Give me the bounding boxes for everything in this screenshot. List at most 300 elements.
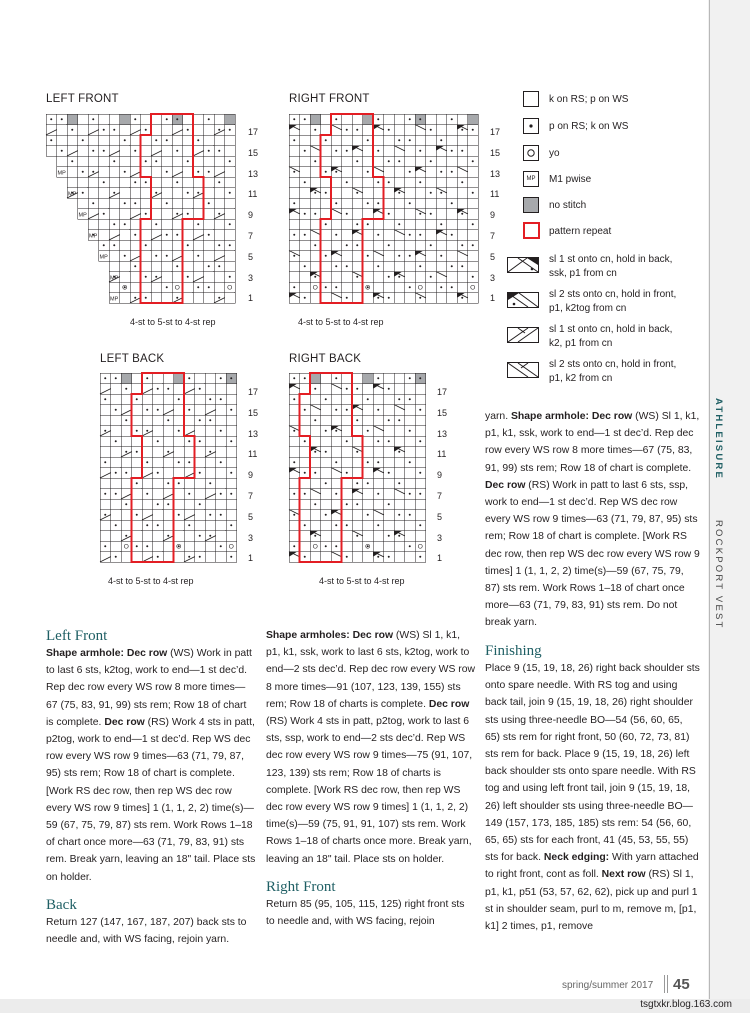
chart-cell xyxy=(373,272,384,283)
purl-dot xyxy=(314,388,316,390)
chart-cell xyxy=(142,436,153,447)
purl-dot xyxy=(229,244,231,246)
purl-dot xyxy=(230,524,232,526)
purl-dot xyxy=(176,297,178,299)
purl-dot xyxy=(146,430,148,432)
chart-cell xyxy=(204,156,215,167)
chart-cell xyxy=(321,146,332,157)
chart-cell xyxy=(100,520,111,531)
chart-cell xyxy=(300,394,311,405)
purl-dot xyxy=(92,118,94,120)
purl-dot xyxy=(377,181,379,183)
chart-cell xyxy=(120,261,131,272)
legend-cable-2 xyxy=(549,288,676,316)
legend-cable-3-line1: sl 1 st onto cn, hold in back, xyxy=(549,324,673,335)
purl-dot xyxy=(440,171,442,173)
chart-cell xyxy=(57,156,68,167)
purl-dot xyxy=(209,482,211,484)
back-armhole-run: Dec row xyxy=(428,698,470,710)
chart-cell xyxy=(300,272,311,283)
chart-cell xyxy=(415,499,426,510)
chart-cell xyxy=(141,261,152,272)
side-divider xyxy=(709,0,710,1000)
purl-dot xyxy=(461,244,463,246)
purl-dot xyxy=(176,213,178,215)
chart-cell xyxy=(205,373,216,384)
chart-cell xyxy=(363,272,374,283)
purl-dot xyxy=(377,118,379,120)
chart-cell xyxy=(457,282,468,293)
chart-cell xyxy=(195,541,206,552)
chart-cell xyxy=(193,177,204,188)
chart-cell xyxy=(111,499,122,510)
chart-cell xyxy=(352,426,363,437)
legend-cable-2-line2: p1, k2tog from cn xyxy=(549,303,627,314)
chart-cell xyxy=(321,293,332,304)
purl-dot xyxy=(157,524,159,526)
purl-dot xyxy=(314,213,316,215)
chart-cell xyxy=(384,405,395,416)
chart-cell xyxy=(342,447,353,458)
purl-dot xyxy=(220,514,222,516)
right-top-column xyxy=(485,408,700,632)
purl-dot xyxy=(377,377,379,379)
purl-dot xyxy=(136,514,138,516)
row-number: 7 xyxy=(248,491,254,501)
chart-cell xyxy=(394,167,405,178)
chart-cell xyxy=(468,293,479,304)
chart-cell xyxy=(216,552,227,563)
purl-dot xyxy=(346,244,348,246)
chart-cell xyxy=(321,261,332,272)
cable-right-purl-icon xyxy=(507,257,539,273)
chart-cell xyxy=(57,135,68,146)
purl-dot xyxy=(293,118,295,120)
chart-cell xyxy=(394,209,405,220)
chart-cell xyxy=(321,436,332,447)
chart-cell xyxy=(310,282,321,293)
chart-cell xyxy=(405,468,416,479)
row-number: 1 xyxy=(437,553,443,564)
purl-dot xyxy=(187,244,189,246)
row-number: 9 xyxy=(248,470,254,481)
chart-cell xyxy=(363,384,374,395)
chart-cell xyxy=(426,293,437,304)
chart-cell xyxy=(109,251,120,262)
chart-cell xyxy=(289,447,300,458)
chart-cell xyxy=(363,125,374,136)
chart-cell xyxy=(141,230,152,241)
chart-cell xyxy=(172,219,183,230)
chart-cell xyxy=(120,177,131,188)
purl-dot xyxy=(134,234,136,236)
chart-cell xyxy=(373,499,384,510)
purl-dot xyxy=(103,213,105,215)
chart-cell xyxy=(289,478,300,489)
chart-cell xyxy=(151,293,162,304)
right-front-chart xyxy=(289,114,479,306)
chart-cell xyxy=(447,251,458,262)
purl-dot xyxy=(104,545,106,547)
purl-dot xyxy=(230,440,232,442)
chart-cell xyxy=(163,541,174,552)
chart-cell xyxy=(394,552,405,563)
chart-cell xyxy=(426,198,437,209)
chart-cell xyxy=(331,394,342,405)
purl-dot xyxy=(209,419,211,421)
chart-cell xyxy=(436,261,447,272)
chart-cell xyxy=(447,219,458,230)
purl-dot xyxy=(92,150,94,152)
purl-dot xyxy=(419,472,421,474)
chart-cell xyxy=(384,373,395,384)
back-armhole-text xyxy=(266,627,476,868)
chart-cell xyxy=(193,156,204,167)
chart-cell xyxy=(225,114,236,125)
chart-cell xyxy=(447,156,458,167)
chart-cell xyxy=(321,114,332,125)
chart-cell xyxy=(174,373,185,384)
purl-dot xyxy=(377,265,379,267)
chart-cell xyxy=(415,531,426,542)
chart-cell xyxy=(405,219,416,230)
purl-dot xyxy=(472,244,474,246)
purl-dot xyxy=(314,160,316,162)
chart-cell xyxy=(225,167,236,178)
purl-dot xyxy=(155,139,157,141)
purl-dot xyxy=(377,440,379,442)
chart-cell xyxy=(163,426,174,437)
row-number: 3 xyxy=(248,272,254,283)
chart-cell xyxy=(352,552,363,563)
chart-cell xyxy=(120,272,131,283)
purl-dot xyxy=(409,514,411,516)
purl-dot xyxy=(199,556,201,558)
chart-cell xyxy=(300,415,311,426)
purl-dot xyxy=(419,524,421,526)
chart-cell xyxy=(162,209,173,220)
chart-cell xyxy=(342,457,353,468)
chart-cell xyxy=(141,198,152,209)
purl-dot xyxy=(472,276,474,278)
purl-dot xyxy=(157,409,159,411)
chart-cell xyxy=(300,426,311,437)
chart-cell xyxy=(111,415,122,426)
chart-cell xyxy=(457,251,468,262)
chart-cell xyxy=(405,156,416,167)
chart-cell xyxy=(151,209,162,220)
chart-cell xyxy=(111,447,122,458)
chart-cell xyxy=(214,272,225,283)
mp-square-icon: MP xyxy=(523,171,539,187)
chart-cell xyxy=(163,394,174,405)
chart-cell xyxy=(226,541,237,552)
chart-cell xyxy=(120,114,131,125)
chart-cell xyxy=(289,531,300,542)
chart-cell xyxy=(352,293,363,304)
chart-cell xyxy=(342,531,353,542)
purl-dot xyxy=(346,150,348,152)
chart-cell xyxy=(436,293,447,304)
purl-dot xyxy=(419,181,421,183)
purl-dot xyxy=(115,493,117,495)
purl-dot xyxy=(199,440,201,442)
chart-cell xyxy=(468,146,479,157)
chart-cell xyxy=(163,436,174,447)
purl-dot xyxy=(136,482,138,484)
purl-dot xyxy=(209,451,211,453)
chart-cell xyxy=(109,135,120,146)
purl-dot xyxy=(367,139,369,141)
chart-cell xyxy=(310,405,321,416)
chart-cell xyxy=(205,541,216,552)
chart-cell xyxy=(447,240,458,251)
chart-cell xyxy=(120,293,131,304)
purl-dot xyxy=(398,535,400,537)
chart-cell xyxy=(352,457,363,468)
chart-cell xyxy=(310,293,321,304)
chart-cell xyxy=(373,447,384,458)
chart-cell xyxy=(121,394,132,405)
purl-dot xyxy=(440,286,442,288)
chart-cell xyxy=(153,489,164,500)
purl-dot xyxy=(356,129,358,131)
chart-cell xyxy=(204,188,215,199)
purl-dot xyxy=(346,181,348,183)
chart-cell xyxy=(205,384,216,395)
chart-cell xyxy=(373,394,384,405)
purl-dot xyxy=(304,524,306,526)
purl-dot xyxy=(293,286,295,288)
purl-dot xyxy=(388,556,390,558)
rep-label-left-back: 4-st to 5-st to 4-st rep xyxy=(108,576,194,586)
purl-dot xyxy=(146,545,148,547)
purl-dot xyxy=(451,286,453,288)
chart-cell xyxy=(121,478,132,489)
chart-cell xyxy=(426,219,437,230)
chart-cell xyxy=(88,219,99,230)
chart-cell xyxy=(363,156,374,167)
chart-cell xyxy=(373,531,384,542)
chart-cell xyxy=(300,167,311,178)
purl-dot xyxy=(377,524,379,526)
purl-dot xyxy=(197,171,199,173)
row-number: 15 xyxy=(437,407,448,418)
purl-dot xyxy=(314,503,316,505)
row-number: 3 xyxy=(248,532,254,543)
purl-dot xyxy=(398,276,400,278)
chart-cell xyxy=(130,272,141,283)
chart-cell xyxy=(132,373,143,384)
chart-cell xyxy=(204,177,215,188)
chart-cell xyxy=(415,457,426,468)
chart-cell xyxy=(415,125,426,136)
chart-cell xyxy=(310,510,321,521)
chart-cell xyxy=(384,230,395,241)
chart-cell xyxy=(204,251,215,262)
purl-dot xyxy=(166,118,168,120)
chart-cell xyxy=(183,167,194,178)
chart-cell xyxy=(300,251,311,262)
purl-dot xyxy=(187,276,189,278)
purl-dot xyxy=(398,514,400,516)
dot-square-icon xyxy=(523,118,539,134)
purl-dot xyxy=(176,118,178,120)
chart-cell xyxy=(405,552,416,563)
purl-dot xyxy=(208,202,210,204)
purl-dot xyxy=(220,545,222,547)
chart-cell xyxy=(342,251,353,262)
chart-cell xyxy=(111,394,122,405)
chart-cell xyxy=(153,541,164,552)
purl-dot xyxy=(134,150,136,152)
purl-dot xyxy=(218,297,220,299)
rep-label-left-front: 4-st to 5-st to 4-st rep xyxy=(130,317,216,327)
chart-cell xyxy=(373,510,384,521)
finishing-run: Neck edging: xyxy=(543,852,610,864)
chart-cell xyxy=(67,135,78,146)
purl-dot xyxy=(136,545,138,547)
purl-dot xyxy=(346,388,348,390)
chart-cell xyxy=(151,125,162,136)
chart-cell xyxy=(310,251,321,262)
purl-dot xyxy=(50,139,52,141)
chart-cell xyxy=(226,384,237,395)
chart-cell xyxy=(300,135,311,146)
chart-cell xyxy=(436,156,447,167)
chart-cell xyxy=(120,146,131,157)
purl-dot xyxy=(208,286,210,288)
purl-dot xyxy=(325,430,327,432)
chart-cell xyxy=(162,125,173,136)
chart-cell xyxy=(405,261,416,272)
purl-dot xyxy=(346,556,348,558)
chart-cell xyxy=(384,489,395,500)
chart-cell xyxy=(195,478,206,489)
row-number: 9 xyxy=(490,210,496,221)
purl-dot xyxy=(304,150,306,152)
legend-cable-4-line1: sl 2 sts onto cn, hold in front, xyxy=(549,359,677,370)
chart-cell xyxy=(405,499,416,510)
chart-cell xyxy=(363,468,374,479)
chart-cell xyxy=(195,510,206,521)
chart-cell xyxy=(172,188,183,199)
purl-dot xyxy=(346,297,348,299)
chart-cell xyxy=(457,167,468,178)
mp-mark: MP xyxy=(89,233,98,240)
purl-dot xyxy=(367,255,369,257)
chart-cell xyxy=(132,384,143,395)
chart-cell xyxy=(184,394,195,405)
chart-cell xyxy=(142,415,153,426)
chart-cell xyxy=(447,177,458,188)
chart-cell xyxy=(300,447,311,458)
footer-divider xyxy=(664,975,665,993)
chart-cell xyxy=(352,114,363,125)
purl-dot xyxy=(176,181,178,183)
purl-dot xyxy=(335,545,337,547)
purl-dot xyxy=(461,213,463,215)
legend-cable-1 xyxy=(549,253,672,281)
chart-cell xyxy=(289,520,300,531)
purl-dot xyxy=(367,398,369,400)
purl-dot xyxy=(134,297,136,299)
purl-dot xyxy=(209,398,211,400)
chart-cell xyxy=(184,447,195,458)
legend-cable-3-line2: k2, p1 from cn xyxy=(549,338,613,349)
chart-cell xyxy=(132,415,143,426)
chart-cell xyxy=(204,293,215,304)
right-back-chart xyxy=(289,373,424,565)
purl-dot xyxy=(167,419,169,421)
legend-cable-1-line1: sl 1 st onto cn, hold in back, xyxy=(549,254,673,265)
chart-cell xyxy=(384,114,395,125)
chart-cell xyxy=(331,499,342,510)
middle-column xyxy=(266,627,476,930)
chart-cell xyxy=(415,426,426,437)
purl-dot xyxy=(304,409,306,411)
chart-cell xyxy=(205,436,216,447)
purl-dot xyxy=(229,223,231,225)
purl-dot xyxy=(199,472,201,474)
chart-cell xyxy=(193,114,204,125)
chart-cell xyxy=(373,240,384,251)
purl-dot xyxy=(388,419,390,421)
purl-dot xyxy=(157,472,159,474)
chart-cell xyxy=(447,188,458,199)
chart-cell xyxy=(205,499,216,510)
chart-cell xyxy=(384,219,395,230)
chart-cell xyxy=(468,230,479,241)
purl-dot xyxy=(325,223,327,225)
chart-cell xyxy=(310,394,321,405)
chart-cell xyxy=(151,198,162,209)
purl-dot xyxy=(104,514,106,516)
purl-dot xyxy=(388,535,390,537)
purl-dot xyxy=(356,535,358,537)
chart-cell xyxy=(342,282,353,293)
legend-purl: p on RS; k on WS xyxy=(549,121,629,132)
rep-label-right-back: 4-st to 5-st to 4-st rep xyxy=(319,576,405,586)
finishing-run: (RS) Sl 1, p1, k1, p51 (53, 57, 62, 62), pick up and purl 1 st in shoulder seam, purl to m, remove m, [p1, k1] 2 times, p1, remove xyxy=(485,869,698,933)
chart-cell xyxy=(331,531,342,542)
finishing-text xyxy=(485,660,700,935)
back-armhole-run: Shape armholes: Dec row xyxy=(266,630,394,641)
chart-cell xyxy=(300,125,311,136)
purl-dot xyxy=(325,171,327,173)
chart-cell xyxy=(415,156,426,167)
chart-cell xyxy=(363,293,374,304)
left-front-run: Shape armhole: Dec row xyxy=(46,648,168,659)
chart-cell xyxy=(99,198,110,209)
chart-cell xyxy=(183,230,194,241)
chart-cell xyxy=(78,198,89,209)
purl-dot xyxy=(146,377,148,379)
chart-cell xyxy=(352,261,363,272)
chart-cell xyxy=(342,135,353,146)
chart-cell xyxy=(405,478,416,489)
purl-dot xyxy=(419,213,421,215)
chart-cell xyxy=(352,251,363,262)
chart-cell xyxy=(300,541,311,552)
chart-cell xyxy=(394,520,405,531)
purl-dot xyxy=(398,451,400,453)
chart-cell xyxy=(225,293,236,304)
purl-dot xyxy=(125,503,127,505)
chart-cell xyxy=(226,478,237,489)
chart-cell xyxy=(109,209,120,220)
purl-dot xyxy=(346,524,348,526)
